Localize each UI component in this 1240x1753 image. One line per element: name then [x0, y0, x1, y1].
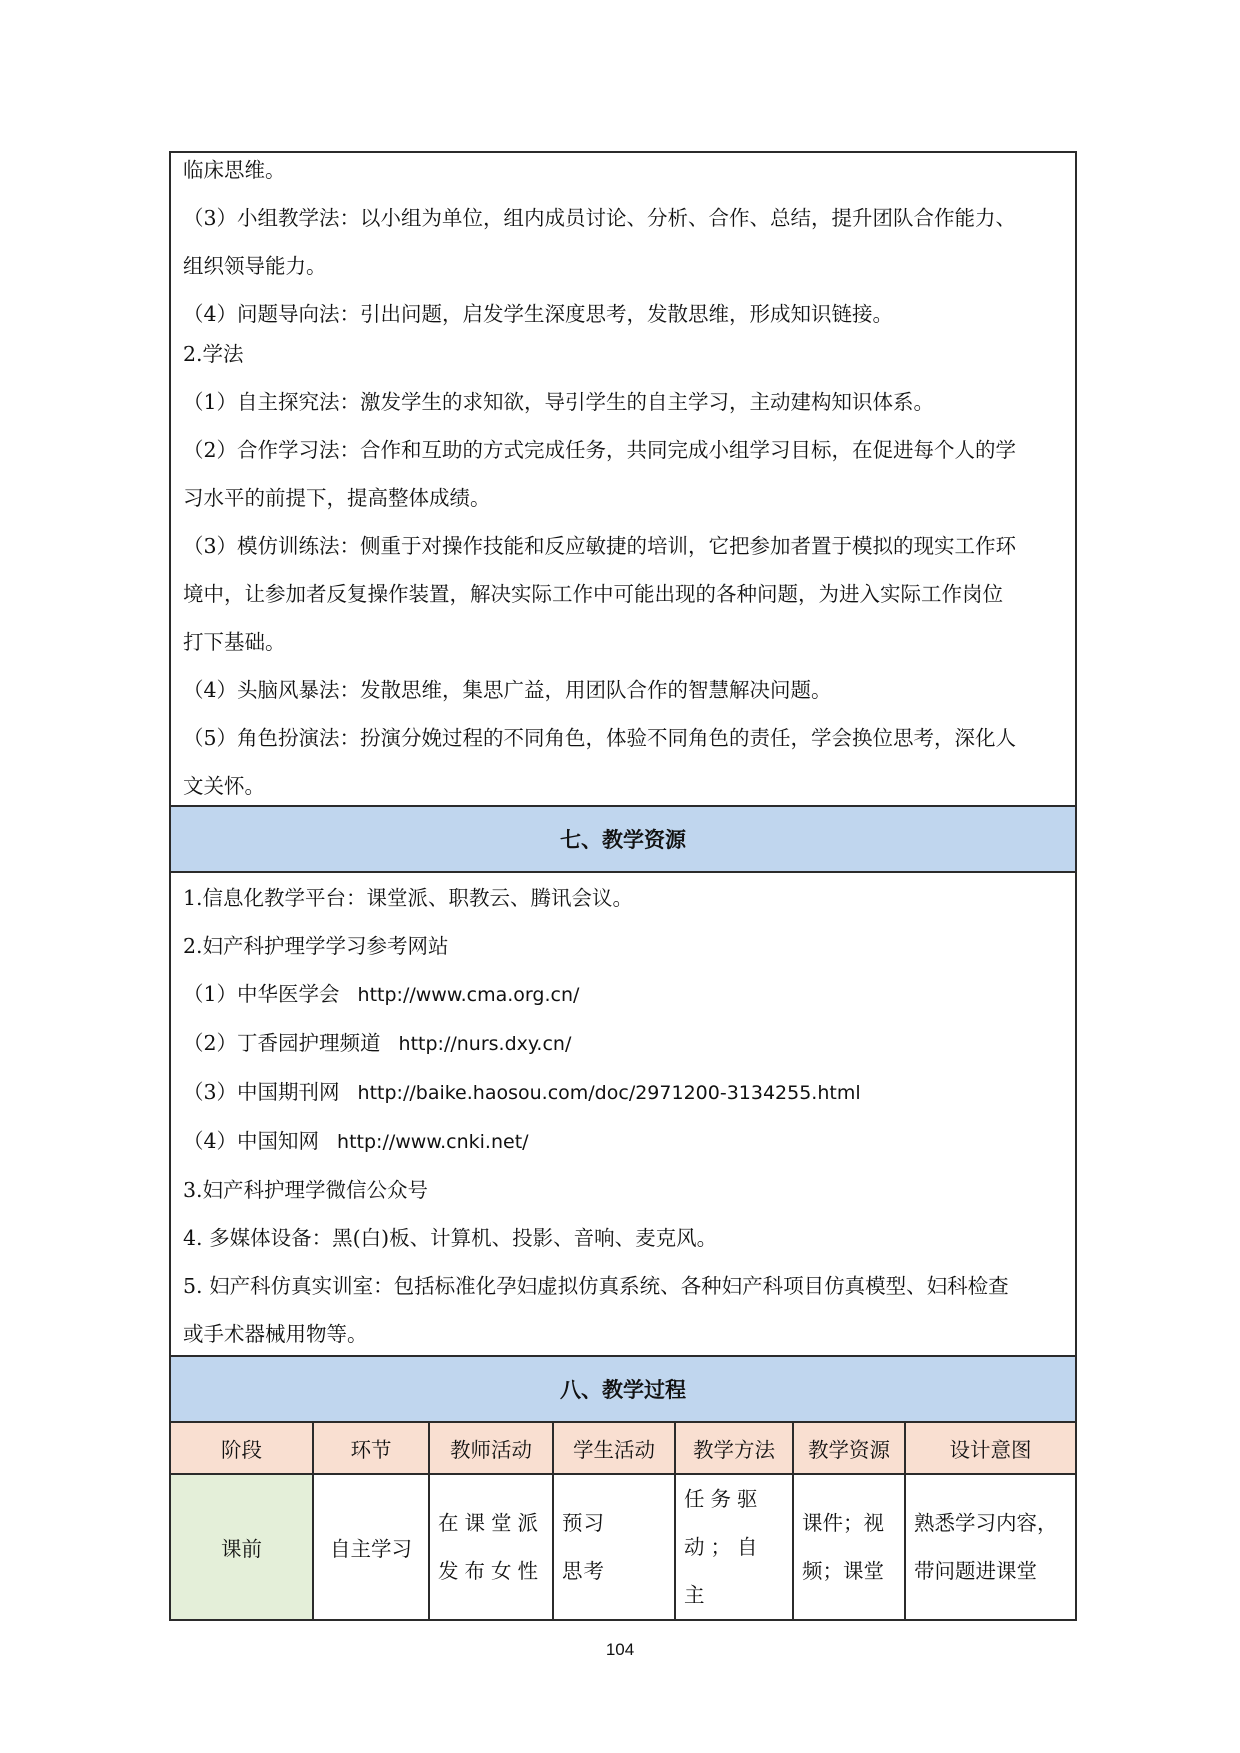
header-student-activity: 学生活动: [553, 1423, 675, 1474]
resource-label: （3）中国期刊网: [183, 1080, 340, 1104]
text-line: 打下基础。: [183, 630, 286, 654]
text-line: 5. 妇产科仿真实训室：包括标准化孕妇虚拟仿真系统、各种妇产科项目仿真模型、妇科检查: [183, 1274, 1009, 1298]
section-title-teaching-process: 八、教学过程: [171, 1355, 1075, 1423]
header-design-intent: 设计意图: [905, 1423, 1075, 1474]
header-teaching-resource: 教学资源: [793, 1423, 905, 1474]
header-step: 环节: [313, 1423, 429, 1474]
resource-link-row: [183, 1128, 1065, 1155]
text-line: 2.妇产科护理学学习参考网站: [183, 934, 449, 958]
text-line: 或手术器械用物等。: [183, 1322, 368, 1346]
resource-url[interactable]: http://www.cma.org.cn/: [357, 984, 580, 1006]
text-line: 1.信息化教学平台：课堂派、职教云、腾讯会议。: [183, 886, 634, 910]
text-line: （3）模仿训练法：侧重于对操作技能和反应敏捷的培训，它把参加者置于模拟的现实工作环: [183, 534, 1017, 558]
teaching-methods-block: [171, 153, 1075, 805]
resource-label: （1）中华医学会: [183, 982, 340, 1006]
section-title-teaching-resources: 七、教学资源: [171, 805, 1075, 873]
text-line: 文关怀。: [183, 774, 265, 798]
text-line: 组织领导能力。: [183, 254, 327, 278]
resource-label: （2）丁香园护理频道: [183, 1031, 381, 1055]
text-line: （3）小组教学法：以小组为单位，组内成员讨论、分析、合作、总结，提升团队合作能力、: [183, 206, 1017, 230]
header-teaching-method: 教学方法: [675, 1423, 793, 1474]
resource-url[interactable]: http://www.cnki.net/: [337, 1131, 529, 1153]
resource-url[interactable]: http://baike.haosou.com/doc/2971200-3134255.html: [357, 1082, 861, 1104]
resource-label: （4）中国知网: [183, 1129, 320, 1153]
text-line: 2.学法: [183, 342, 244, 366]
cell-student-activity: 预习思考: [553, 1474, 675, 1619]
page-number: 104: [605, 1640, 635, 1659]
resource-link-row: [183, 981, 1065, 1008]
header-stage: 阶段: [171, 1423, 313, 1474]
header-teacher-activity: 教师活动: [429, 1423, 553, 1474]
teaching-process-table: [171, 1423, 1075, 1619]
text-line: 3.妇产科护理学微信公众号: [183, 1178, 429, 1202]
text-line: 临床思维。: [183, 158, 286, 182]
text-line: 境中，让参加者反复操作装置，解决实际工作中可能出现的各种问题，为进入实际工作岗位: [183, 582, 1003, 606]
text-line: （4）问题导向法：引出问题，启发学生深度思考，发散思维，形成知识链接。: [183, 302, 894, 326]
cell-step: 自主学习: [313, 1474, 429, 1619]
table-row: [171, 1474, 1075, 1619]
cell-stage: 课前: [171, 1474, 313, 1619]
cell-design-intent: 熟悉学习内容，带问题进课堂: [905, 1474, 1075, 1619]
document-table: [169, 151, 1077, 1621]
text-line: 4. 多媒体设备：黑(白)板、计算机、投影、音响、麦克风。: [183, 1226, 718, 1250]
resource-url[interactable]: http://nurs.dxy.cn/: [398, 1033, 572, 1055]
text-line: （4）头脑风暴法：发散思维，集思广益，用团队合作的智慧解决问题。: [183, 678, 832, 702]
text-line: （5）角色扮演法：扮演分娩过程的不同角色，体验不同角色的责任，学会换位思考，深化人: [183, 726, 1017, 750]
cell-teaching-method: 任务驱动；自主: [675, 1474, 793, 1619]
text-line: （2）合作学习法：合作和互助的方式完成任务，共同完成小组学习目标，在促进每个人的学: [183, 438, 1017, 462]
text-line: （1）自主探究法：激发学生的求知欲，导引学生的自主学习，主动建构知识体系。: [183, 390, 935, 414]
cell-teaching-resource: 课件；视频；课堂: [793, 1474, 905, 1619]
table-header-row: [171, 1423, 1075, 1474]
resource-link-row: [183, 1079, 1065, 1106]
cell-teacher-activity: 在课堂派发布女性: [429, 1474, 553, 1619]
text-line: 习水平的前提下，提高整体成绩。: [183, 486, 491, 510]
resource-link-row: [183, 1030, 1065, 1057]
teaching-resources-block: [171, 873, 1075, 1355]
